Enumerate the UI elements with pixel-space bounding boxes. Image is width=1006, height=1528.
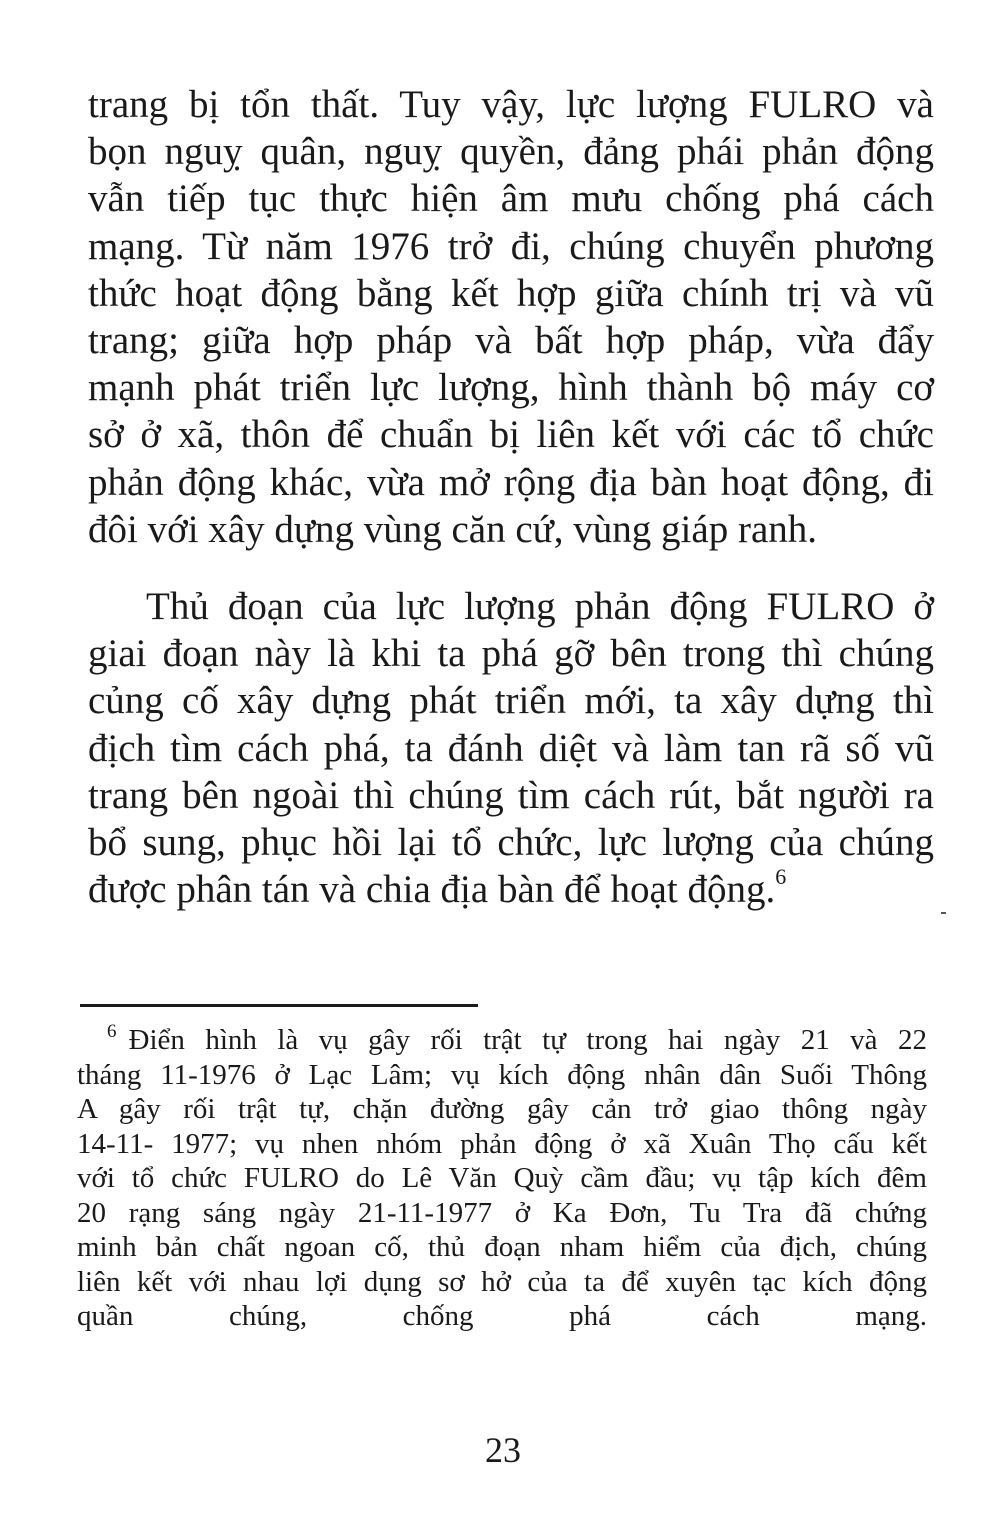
paragraph-line: bọn nguỵ quân, nguỵ quyền, đảng phái phản động [88,130,934,174]
footnote-first-line [77,1023,927,1058]
paragraph-line: mạnh phát triển lực lượng, hình thành bộ máy cơ [88,366,934,410]
footnote-marker: 6 [107,1021,117,1042]
footnote-line: tháng 11-1976 ở Lạc Lâm; vụ kích động nhân dân Suối Thông [77,1058,927,1091]
paragraph-line: vẫn tiếp tục thực hiện âm mưu chống phá cách [88,177,934,221]
footnote-line: liên kết với nhau lợi dụng sơ hở của ta để xuyên tạc kích động [77,1265,927,1298]
paragraph-line: đôi với xây dựng vùng căn cứ, vùng giáp ranh. [88,507,818,551]
footnote-line: A gây rối trật tự, chặn đường gây cản trở giao thông ngày [77,1093,927,1125]
paragraph-line: sở ở xã, thôn để chuẩn bị liên kết với các tổ chức [88,413,934,457]
paragraph-line: địch tìm cách phá, ta đánh diệt và làm tan rã số vũ [88,726,934,770]
paragraph-line: trang; giữa hợp pháp và bất hợp pháp, vừa đẩy [88,319,934,363]
paragraph-line: trang bị tổn thất. Tuy vậy, lực lượng FULRO và [88,83,934,126]
footnote [77,1023,927,1334]
paragraph-line: phản động khác, vừa mở rộng địa bàn hoạt động, đi [88,460,934,504]
footnote-reference[interactable]: 6 [775,864,787,890]
footnote-divider [80,1004,478,1007]
paragraph-2 [88,583,934,913]
footnote-line: 20 rạng sáng ngày 21-11-1977 ở Ka Đơn, Tu Tra đã chứng [77,1196,927,1229]
footnote-line: 14-11- 1977; vụ nhen nhóm phản động ở xã Xuân Thọ cấu kết [77,1127,927,1160]
footnote-line: quần chúng, chống phá cách mạng. [77,1300,927,1332]
paragraph-line: giai đoạn này là khi ta phá gỡ bên trong thì chúng [88,632,934,676]
paragraph-line: mạng. Từ năm 1976 trở đi, chúng chuyển phương [88,224,934,268]
footnote-line: minh bản chất ngoan cố, thủ đoạn nham hiểm của địch, chúng [77,1231,927,1263]
paragraph-1 [88,81,934,553]
page-number: 23 [485,1430,521,1470]
paragraph-line: trang bên ngoài thì chúng tìm cách rút, bắt người ra [88,773,934,817]
footnote-line: Điển hình là vụ gây rối trật tự trong hai ngày 21 và 22 [128,1024,927,1056]
paragraph-last-line [88,866,934,913]
print-speck [941,912,946,914]
paragraph-line: bổ sung, phục hồi lại tổ chức, lực lượng của chúng [88,821,934,865]
paragraph-line: được phân tán và chia địa bàn để hoạt động. [88,868,776,912]
paragraph-line: thức hoạt động bằng kết hợp giữa chính trị và vũ [88,271,934,315]
paragraph-line: củng cố xây dựng phát triển mới, ta xây dựng thì [88,679,934,723]
paragraph-line: Thủ đoạn của lực lượng phản động FULRO ở [146,585,934,628]
footnote-line: với tổ chức FULRO do Lê Văn Quỳ cầm đầu; vụ tập kích đêm [77,1162,927,1194]
